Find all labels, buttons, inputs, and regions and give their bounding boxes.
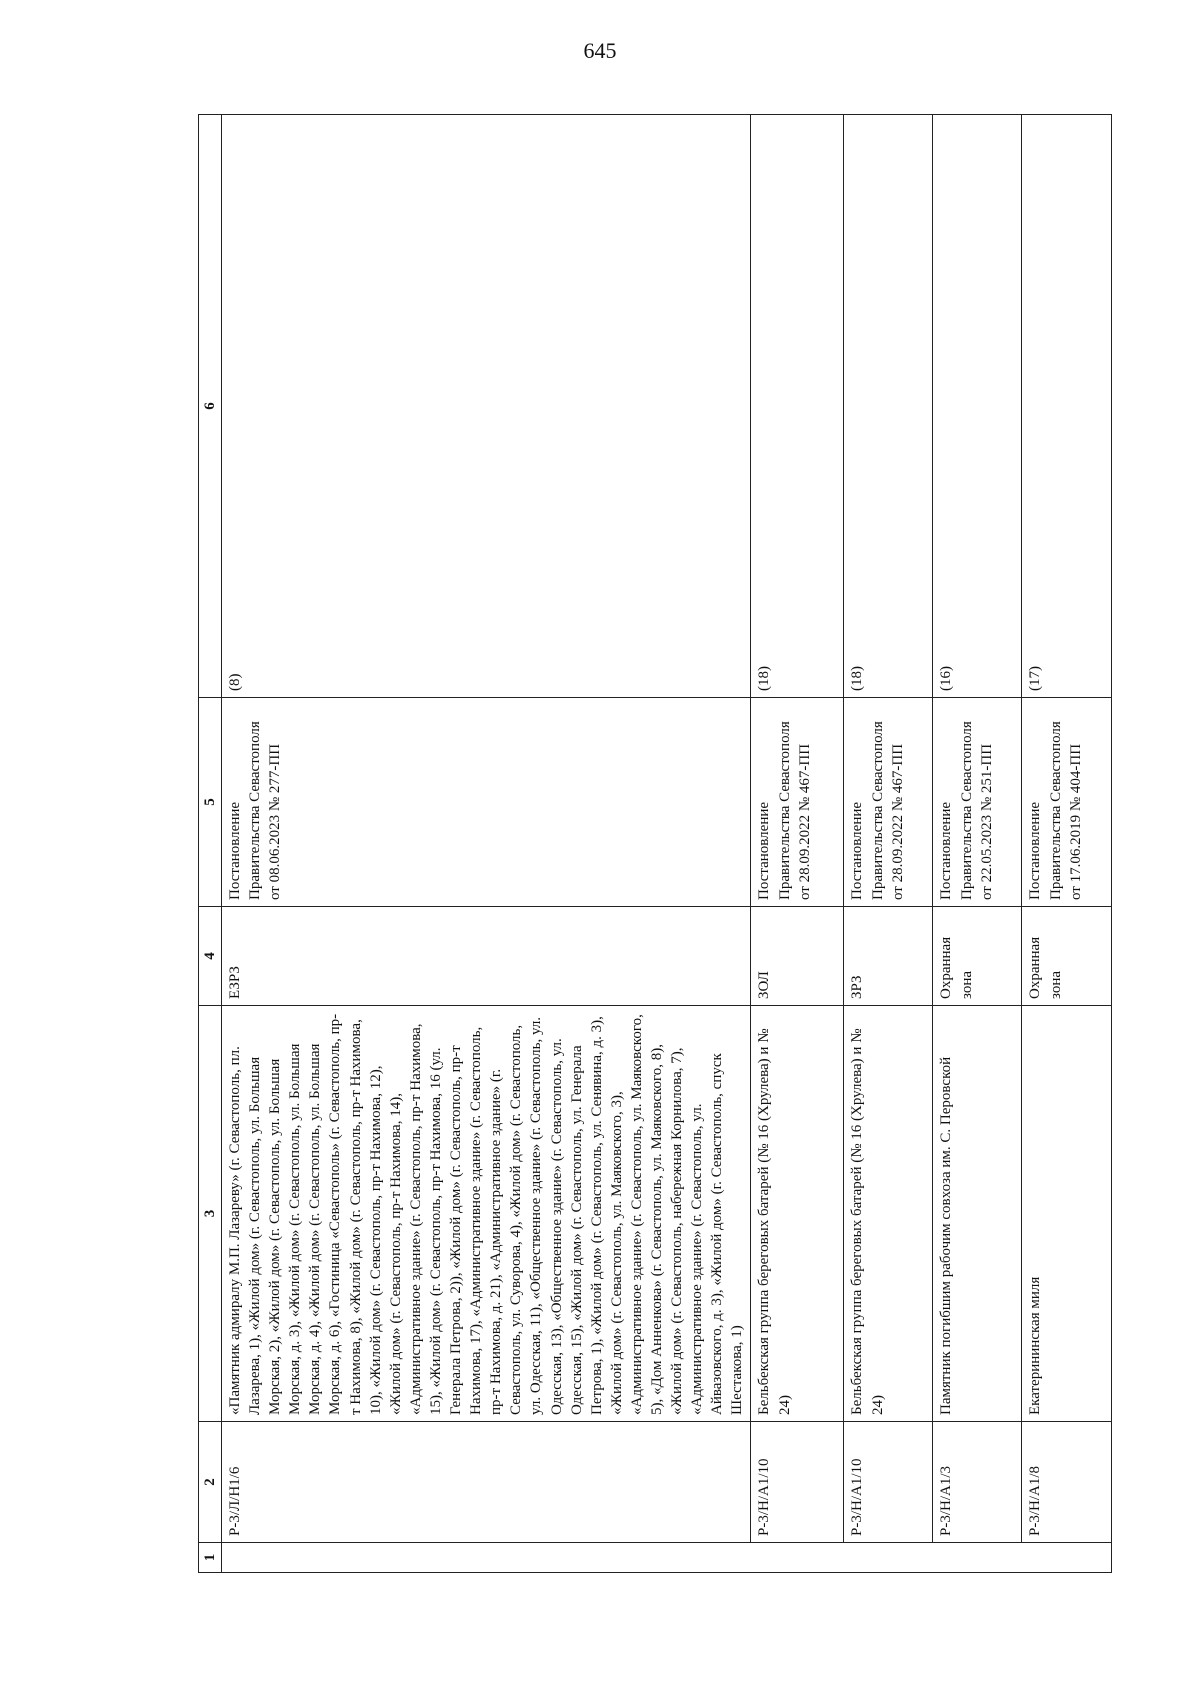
code-cell: Р-3/Л/Н1/6: [222, 1422, 751, 1543]
document-cell: Постановление Правительства Севастополя от 08.06.2023 № 277-ПП: [222, 698, 751, 907]
registry-table: [198, 114, 1112, 1573]
rotated-table-wrapper: [198, 115, 1100, 1573]
code-cell: Р-3/Н/А1/8: [1022, 1422, 1112, 1543]
code-cell: Р-3/Н/А1/10: [751, 1422, 844, 1543]
description-cell: Памятник погибшим рабочим совхоза им. С. Перовской: [933, 1006, 1022, 1422]
zone-cell: ЗОЛ: [751, 907, 844, 1006]
table-row: [751, 115, 844, 1573]
note-cell: (17): [1022, 115, 1112, 698]
zone-cell: ЗРЗ: [844, 907, 933, 1006]
table-row: [222, 115, 751, 1573]
note-cell: (16): [933, 115, 1022, 698]
document-cell: Постановление Правительства Севастополя от 28.09.2022 № 467-ПП: [844, 698, 933, 907]
document-cell: Постановление Правительства Севастополя от 22.05.2023 № 251-ПП: [933, 698, 1022, 907]
description-cell: Бельбекская группа береговых батарей (№ 16 (Хрулева) и № 24): [751, 1006, 844, 1422]
description-cell: «Памятник адмиралу М.П. Лазареву» (г. Севастополь, пл. Лазарева, 1), «Жилой дом» (г. Севастополь, ул. Большая Морская, 2), «Жилой дом» (г. Севастополь, ул. Большая Морская, д. 3), «Жилой дом» (г. Севастополь, ул. Большая Морская, д. 4), «Жилой дом» (г. Севастополь, ул. Большая Морская, д. 6), «Гостиница «Севастополь» (г. Севастополь, пр-т Нахимова, 8), «Жилой дом» (г. Севастополь, пр-т Нахимова, 10), «Жилой дом» (г. Севастополь, пр-т Нахимова, 12), «Жилой дом» (г. Севастополь, пр-т Нахимова, 14), «Административное здание» (г. Севастополь, пр-т Нахимова, 15), «Жилой дом» (г. Севастополь, пр-т Нахимова, 16 (ул. Генерала Петрова, 2)), «Жилой дом» (г. Севастополь, пр-т Нахимова, 17), «Административное здание» (г. Севастополь, пр-т Нахимова, д. 21), «Административное здание» (г. Севастополь, ул. Суворова, 4), «Жилой дом» (г. Севастополь, ул. Одесская, 11), «Общественное здание» (г. Севастополь, ул. Одесская, 13), «Общественное здание» (г. Севастополь, ул. Одесская, 15), «Жилой дом» (г. Севастополь, ул. Генерала Петрова, 1), «Жилой дом» (г. Севастополь, ул. Сенявина, д. 3), «Жилой дом» (г. Севастополь, ул. Маяковского, 3), «Административное здание» (г. Севастополь, ул. Маяковского, 5), «Дом Анненкова» (г. Севастополь, ул. Маяковского, 8), «Жилой дом» (г. Севастополь, набережная Корнилова, 7), «Административное здание» (г. Севастополь, ул. Айвазовского, д. 3), «Жилой дом» (г. Севастополь, спуск Шестакова, 1): [222, 1006, 751, 1422]
description-cell: Бельбекская группа береговых батарей (№ 16 (Хрулева) и № 24): [844, 1006, 933, 1422]
code-cell: Р-3/Н/А1/3: [933, 1422, 1022, 1543]
header-col-1: 1: [199, 1543, 222, 1573]
page-number: 645: [583, 38, 617, 63]
header-col-6: 6: [199, 115, 222, 698]
zone-cell: ЕЗРЗ: [222, 907, 751, 1006]
header-row: [199, 115, 222, 1573]
header-col-2: 2: [199, 1422, 222, 1543]
table-row: [1022, 115, 1112, 1573]
note-cell: (18): [751, 115, 844, 698]
code-cell: Р-3/Н/А1/10: [844, 1422, 933, 1543]
header-col-5: 5: [199, 698, 222, 907]
row-number-cell: [222, 1543, 1112, 1573]
header-col-3: 3: [199, 1006, 222, 1422]
description-cell: Екатерининская миля: [1022, 1006, 1112, 1422]
table-row: [844, 115, 933, 1573]
zone-cell: Охранная зона: [1022, 907, 1112, 1006]
table-row: [933, 115, 1022, 1573]
note-cell: (18): [844, 115, 933, 698]
header-col-4: 4: [199, 907, 222, 1006]
document-cell: Постановление Правительства Севастополя от 17.06.2019 № 404-ПП: [1022, 698, 1112, 907]
note-cell: (8): [222, 115, 751, 698]
zone-cell: Охранная зона: [933, 907, 1022, 1006]
document-cell: Постановление Правительства Севастополя от 28.09.2022 № 467-ПП: [751, 698, 844, 907]
